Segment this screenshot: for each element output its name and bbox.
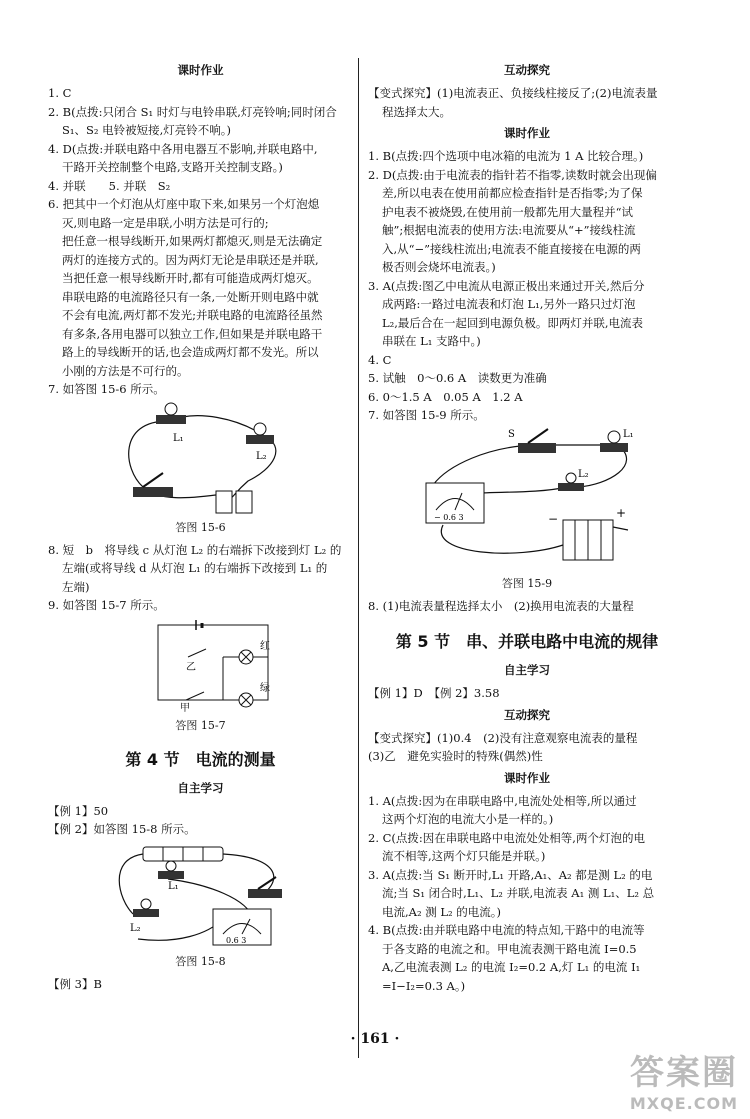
example-2: 【例 2】如答图 15-8 所示。 [48, 822, 196, 836]
answer-line: 有多条,各用电器可以独立工作,但如果是并联电路干 [62, 326, 323, 341]
answer-list-d [368, 792, 686, 996]
lamp-red-icon [239, 650, 253, 664]
answer-line: 【变式探究】(1)0.4 (2)没有注意观察电流表的量程 [368, 730, 638, 745]
watermark-url: MXQE.COM [629, 1094, 738, 1113]
answer-line: 护电表不被烧毁,在使用前一般都先用大量程并“试 [382, 204, 634, 219]
switch-s-icon [518, 429, 556, 453]
page-number: · 161 · [350, 1031, 400, 1047]
heading-homework-2: 课时作业 [504, 126, 550, 140]
answer-line: 6. 把其中一个灯泡从灯座中取下来,如果另一个灯泡熄 [48, 197, 320, 211]
variant-inquiry-1 [368, 84, 686, 121]
label-green: 绿 [260, 682, 270, 694]
section-4-title: 第 4 节 电流的测量 [125, 749, 276, 769]
heading-interactive: 互动探究 [504, 63, 550, 77]
answer-line: 3. A(点拨:图乙中电流从电源正极出来通过开关,然后分 [368, 278, 645, 293]
label-minus: − [548, 511, 559, 526]
answer-line: 【变式探究】(1)电流表正、负接线柱接反了;(2)电流表量 [368, 86, 658, 100]
column-divider [358, 58, 359, 1058]
circuit-figure-15-7 [48, 615, 353, 715]
answer-line: =I−I₂=0.3 A。) [382, 978, 466, 993]
label-l1: L₁ [623, 428, 634, 440]
caption-15-7: 答图 15-7 [175, 718, 226, 732]
answer-line: 4. B(点拨:由并联电路中电流的特点知,干路中的电流等 [368, 923, 645, 937]
answer-line: 6. 0～1.5 A 0.05 A 1.2 A [368, 389, 523, 404]
switch-jia-icon [186, 692, 204, 700]
answer-list-b [48, 541, 353, 615]
switch-icon [248, 877, 282, 898]
answer-line: 不会有电流,两灯都不发光;并联电路的电流路径虽然 [62, 308, 323, 322]
answer-line: 程选择太大。 [382, 104, 451, 119]
answer-line: 左端(或将导线 d 从灯泡 L₁ 的右端拆下改接到 L₁ 的 [62, 561, 328, 575]
answer-line: 4. C [368, 352, 392, 367]
label-red: 红 [260, 640, 270, 652]
answer-line: 极否则会烧坏电流表。) [382, 260, 496, 274]
heading-self-study: 自主学习 [177, 780, 224, 795]
answer-line: 4. D(点拨:并联电路中各用电器互不影响,并联电路中, [48, 141, 318, 156]
variant-inquiry-2 [368, 729, 686, 766]
answer-line: 成两路:一路过电流表和灯泡 L₁,另外一路只过灯泡 [382, 297, 636, 311]
heading-interactive-2: 互动探究 [504, 707, 550, 722]
answer-line: 左端) [62, 579, 90, 594]
answer-line: 7. 如答图 15-9 所示。 [368, 408, 485, 422]
answer-line: 1. A(点拨:因为在串联电路中,电流处处相等,所以通过 [368, 793, 637, 808]
answer-line: 1. B(点拨:四个选项中电冰箱的电流为 1 A 比较合理。) [368, 149, 644, 163]
label-l2: L₂ [578, 468, 589, 480]
ammeter-scale-label: 0.6 3 [226, 935, 247, 945]
switch-yi-icon [188, 649, 206, 657]
section-5-title: 第 5 节 串、并联电路中电流的规律 [395, 632, 659, 651]
heading-homework-3: 课时作业 [504, 770, 550, 785]
battery-box-icon [563, 520, 613, 560]
answer-line: 灭,则电路一定是串联,小明方法是可行的; [62, 215, 269, 230]
label-l1: L₁ [173, 432, 184, 444]
answer-line: 4. 并联 5. 并联 S₂ [48, 178, 171, 193]
answer-line: 9. 如答图 15-7 所示。 [48, 598, 165, 612]
battery-pack-icon [143, 847, 223, 861]
label-l2: L₂ [256, 450, 267, 462]
label-l1: L₁ [168, 880, 179, 892]
answer-line: 2. C(点拨:因在串联电路中电流处处相等,两个灯泡的电 [368, 830, 645, 845]
bulb-l2-icon [246, 423, 274, 444]
answer-line: 流;当 S₁ 闭合时,L₁、L₂ 并联,电流表 A₁ 测 L₁、L₂ 总 [382, 886, 655, 900]
answer-line: 串联在 L₁ 支路中。) [382, 334, 481, 348]
answer-line: 流不相等,这两个灯只能是并联。) [382, 849, 546, 863]
answer-line: 两灯的连接方式的。因为两灯无论是串联还是并联, [62, 252, 319, 267]
examples-1-2: 【例 1】D 【例 2】3.58 [368, 686, 500, 700]
answer-line: 干路开关控制整个电路,支路开关控制支路。) [62, 160, 283, 174]
answer-line: 当把任意一根导线断开时,都有可能造成两灯熄灭。 [62, 271, 319, 285]
answer-line: 5. 试触 0～0.6 A 读数更为准确 [368, 371, 547, 385]
answer-line: 7. 如答图 15-6 所示。 [48, 382, 165, 396]
answer-line: 1. C [48, 86, 72, 100]
watermark-text: 答案圈 [630, 1053, 738, 1093]
circuit-figure-15-6 [48, 399, 353, 517]
label-yi: 乙 [186, 661, 196, 673]
answer-line: 这两个灯泡的电流大小是一样的。) [382, 812, 554, 826]
caption-15-8: 答图 15-8 [175, 954, 226, 968]
circuit-figure-15-9 [368, 425, 686, 573]
answer-line: 电流,A₂ 测 L₂ 的电流。) [382, 904, 502, 919]
bulb-l1-icon [156, 403, 186, 424]
caption-15-9: 答图 15-9 [501, 576, 553, 590]
switch-icon [133, 473, 173, 497]
answer-line: 串联电路的电流路径只有一条,一处断开则电路中就 [62, 289, 319, 304]
right-column [368, 58, 686, 995]
heading-homework: 课时作业 [177, 63, 224, 77]
answer-line: 小刚的方法是不可行的。 [62, 363, 189, 378]
heading-self-study-2: 自主学习 [504, 663, 550, 677]
answer-line: 3. A(点拨:当 S₁ 断开时,L₁ 开路,A₁、A₂ 都是测 L₂ 的电 [368, 867, 653, 882]
answer-line: 触”;根据电流表的使用方法:电流要从“+”接线柱流 [382, 223, 636, 237]
answer-line: 入,从“−”接线柱流出;电流表不能直接接在电源的两 [382, 241, 641, 256]
answer-list-a [48, 84, 353, 399]
example-3: 【例 3】B [48, 976, 102, 991]
lamp-green-icon [239, 693, 253, 707]
answer-line: 把任意一根导线断开,如果两灯都熄灭,则是无法确定 [62, 234, 323, 248]
answer-line: 差,所以电表在使用前都应检查指针是否指零;为了保 [382, 186, 643, 200]
answer-line: (3)乙 避免实验时的特殊(偶然)性 [368, 749, 543, 763]
answer-line: A,乙电流表测 L₂ 的电流 I₂=0.2 A,灯 L₁ 的电流 I₁ [382, 960, 641, 974]
label-l2: L₂ [130, 922, 141, 934]
left-column [48, 58, 353, 993]
bulb-l1-icon [158, 861, 184, 879]
answer-line: 2. D(点拨:由于电流表的指针若不指零,读数时就会出现偏 [368, 167, 657, 182]
label-s: S [508, 428, 515, 440]
answer-line: 路上的导线断开的话,也会造成两灯都不发光。所以 [62, 345, 319, 359]
label-plus: + [616, 505, 627, 520]
answer-line: 2. B(点拨:只闭合 S₁ 时灯与电铃串联,灯亮铃响;同时闭合 [48, 104, 337, 119]
answer-line: S₁、S₂ 电铃被短接,灯亮铃不响。) [62, 123, 232, 137]
answer-8: 8. (1)电流表量程选择太小 (2)换用电流表的大量程 [368, 598, 634, 613]
example-1: 【例 1】50 [48, 803, 109, 818]
caption-15-6: 答图 15-6 [175, 520, 226, 534]
answer-line: L₂,最后合在一起回到电源负极。即两灯并联,电流表 [382, 315, 644, 330]
ammeter-scale-label: − 0.6 3 [434, 512, 464, 522]
label-jia: 甲 [180, 702, 190, 714]
answer-list-c [368, 147, 686, 425]
bulb-l2-icon [133, 899, 159, 917]
watermark-logo [630, 1045, 738, 1113]
circuit-figure-15-8 [48, 839, 353, 951]
answer-line: 于各支路的电流之和。甲电流表测干路电流 I=0.5 [382, 941, 637, 956]
answer-line: 8. 短 b 将导线 c 从灯泡 L₂ 的右端拆下改接到灯 L₂ 的 [48, 542, 342, 557]
